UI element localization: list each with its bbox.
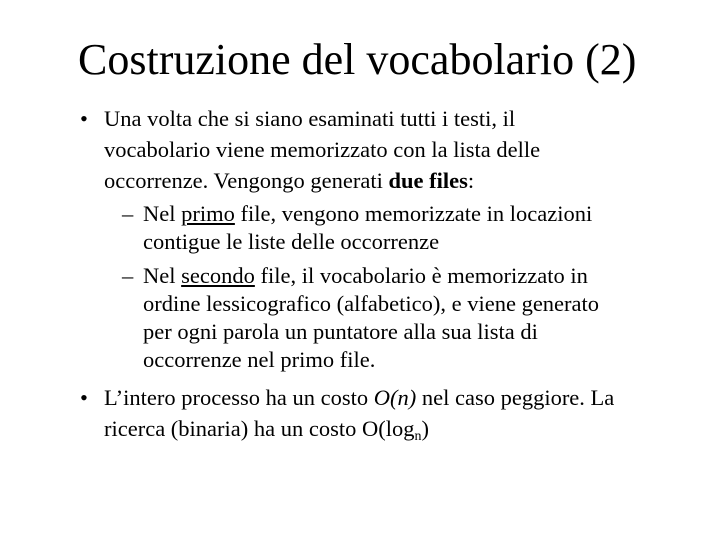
sub1-line1-pre: Nel bbox=[143, 201, 182, 226]
bullet1-bold-files: due files bbox=[388, 168, 468, 193]
bullet1-line3 bbox=[104, 167, 474, 195]
sub1-line1 bbox=[143, 200, 592, 228]
sub2-line1 bbox=[143, 262, 588, 290]
sub1-line2: contigue le liste delle occorrenze bbox=[143, 229, 440, 254]
sub2-line1-post: file, il vocabolario è memorizzato in bbox=[254, 263, 588, 288]
sub1-underlined-word: primo bbox=[181, 201, 235, 226]
sub2-line2: ordine lessicografico (alfabetico), e viene generato bbox=[143, 291, 600, 316]
bullet2-line2-pre: ricerca (binaria) ha un costo O(log bbox=[104, 416, 415, 441]
bullet2-italic-complexity: O(n) bbox=[373, 385, 417, 410]
dash-marker: – bbox=[122, 201, 134, 226]
bullet-marker: • bbox=[80, 385, 88, 410]
sub2-line1-pre: Nel bbox=[143, 263, 182, 288]
bullet1-line3-colon: : bbox=[467, 168, 475, 193]
slide-title: Costruzione del vocabolario (2) bbox=[78, 35, 637, 84]
bullet2-line1 bbox=[104, 384, 614, 412]
sub2-line3: per ogni parola un puntatore alla sua lista di bbox=[143, 319, 538, 344]
bullet1-line1: Una volta che si siano esaminati tutti i testi, il bbox=[104, 106, 516, 131]
bullet1-line2: vocabolario viene memorizzato con la lista delle bbox=[104, 137, 541, 162]
bullet2-log-subscript: n bbox=[414, 429, 422, 444]
dash-marker: – bbox=[122, 263, 134, 288]
bullet2-line2 bbox=[104, 415, 429, 443]
bullet-marker: • bbox=[80, 106, 88, 131]
sub2-line4: occorrenze nel primo file. bbox=[143, 347, 376, 372]
bullet1-line3-text: occorrenze. Vengongo generati bbox=[104, 168, 389, 193]
sub1-line1-post: file, vengono memorizzate in locazioni bbox=[234, 201, 593, 226]
bullet2-line1-post: nel caso peggiore. La bbox=[416, 385, 615, 410]
bullet2-line2-post: ) bbox=[421, 416, 429, 441]
sub2-underlined-word: secondo bbox=[181, 263, 255, 288]
bullet2-line1-pre: L’intero processo ha un costo bbox=[104, 385, 374, 410]
